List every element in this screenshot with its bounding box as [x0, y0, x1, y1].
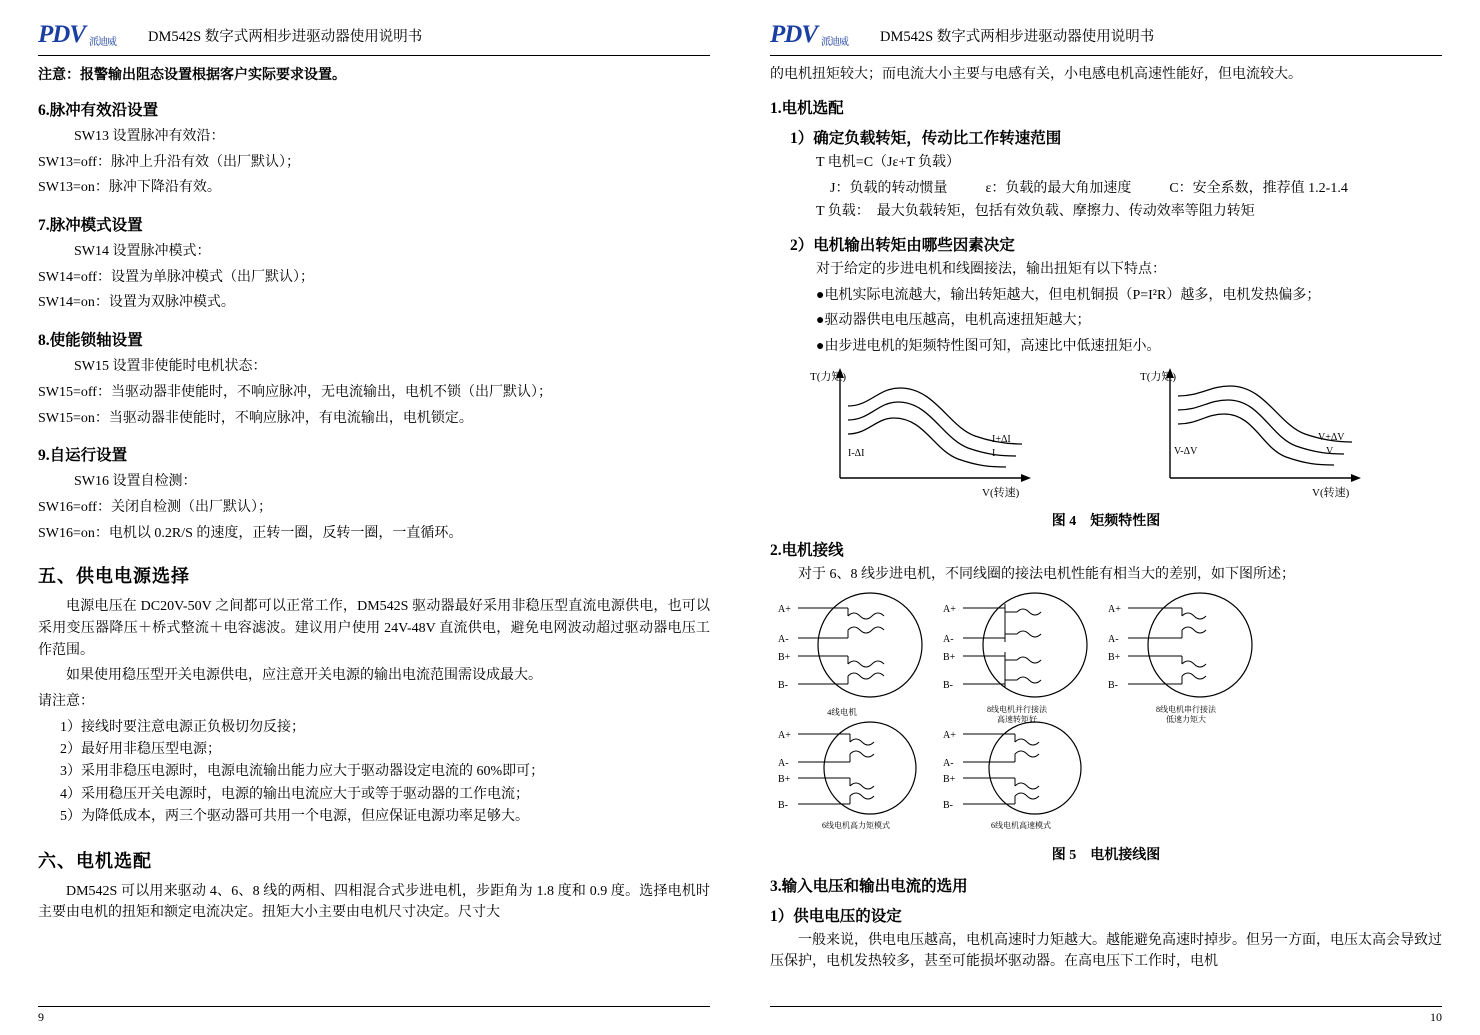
svg-text:V+ΔV: V+ΔV — [1318, 431, 1345, 443]
subsection-output-torque: 2）电机输出转矩由哪些因素决定 — [790, 237, 1015, 255]
formula-legend — [830, 177, 1442, 197]
svg-text:I+ΔI: I+ΔI — [992, 433, 1011, 445]
legend-c: C：安全系数，推荐值 1.2-1.4 — [1169, 181, 1348, 197]
svg-text:V-ΔV: V-ΔV — [1174, 445, 1198, 457]
legend-eps: ε：负载的最大角加速度 — [985, 181, 1132, 197]
header-rule — [38, 55, 710, 56]
svg-text:A-: A- — [1108, 633, 1119, 645]
alarm-note: 注意：报警输出阻态设置根据客户实际要求设置。 — [38, 68, 346, 83]
page-number-left: 9 — [38, 1010, 44, 1024]
svg-text:4线电机: 4线电机 — [827, 706, 857, 717]
legend-j: J：负载的转动惯量 — [830, 181, 948, 197]
figure-4 — [770, 366, 1442, 506]
power-notes-list — [38, 717, 710, 829]
section-heading-motor-selection: 1.电机选配 — [770, 99, 844, 117]
footer-rule-right — [770, 1006, 1442, 1007]
sw13-on: SW13=on：脉冲下降沿有效。 — [38, 180, 221, 196]
svg-text:A-: A- — [943, 757, 954, 769]
header-title: DM542S 数字式两相步进驱动器使用说明书 — [148, 28, 423, 45]
sw16-on: SW16=on：电机以 0.2R/S 的速度，正转一圈，反转一圈，一直循环。 — [38, 525, 463, 541]
svg-text:T(力矩): T(力矩) — [810, 370, 847, 383]
svg-text:A+: A+ — [778, 603, 791, 615]
list-item: 2）最好用非稳压型电源； — [60, 742, 221, 758]
supply-voltage-paragraph: 一般来说，供电电压越高，电机高速时力矩越大。越能避免高速时掉步。但另一方面，电压太高会导致过压保护，电机发热较多，甚至可能损坏驱动器。在高电压下工作时，电机 — [770, 932, 1442, 970]
svg-text:B+: B+ — [1108, 651, 1121, 663]
svg-text:I-ΔI: I-ΔI — [848, 447, 865, 459]
svg-text:6线电机高速模式: 6线电机高速模式 — [991, 820, 1051, 830]
svg-text:A+: A+ — [1108, 603, 1121, 615]
svg-text:V(转速): V(转速) — [982, 486, 1020, 499]
formula-legend-load: T 负载： 最大负载转矩，包括有效负载、摩擦力、传动效率等阻力转矩 — [816, 204, 1255, 220]
figure-4-caption: 图 4 矩频特性图 — [1051, 513, 1161, 529]
svg-text:B+: B+ — [943, 651, 956, 663]
svg-text:A-: A- — [943, 633, 954, 645]
page-header-left — [38, 18, 710, 52]
svg-text:B-: B- — [778, 799, 788, 811]
brand-logo: PDV 派迪威 — [38, 21, 116, 48]
svg-text:V(转速): V(转速) — [1312, 486, 1350, 499]
list-item: 4）采用稳压开关电源时，电源的输出电流应大于或等于驱动器的工作电流； — [60, 786, 529, 802]
footer-rule-left — [38, 1006, 710, 1007]
svg-text:T(力矩): T(力矩) — [1140, 370, 1177, 383]
sw14-on: SW14=on：设置为双脉冲模式。 — [38, 295, 235, 311]
svg-text:A+: A+ — [943, 603, 956, 615]
section-heading-9: 9.自运行设置 — [38, 447, 128, 465]
subsection-supply-voltage: 1）供电电压的设定 — [770, 907, 902, 925]
header-rule — [770, 55, 1442, 56]
output-torque-desc: 对于给定的步进电机和线圈接法，输出扭矩有以下特点： — [816, 262, 1166, 278]
section-heading-7: 7.脉冲模式设置 — [38, 217, 143, 235]
subsection-load-torque: 1）确定负载转矩，传动比工作转速范围 — [790, 129, 1062, 147]
svg-text:A+: A+ — [778, 729, 791, 741]
power-note-label: 请注意： — [38, 694, 94, 709]
section-heading-wiring: 2.电机接线 — [770, 541, 844, 559]
svg-text:V: V — [1326, 445, 1334, 457]
svg-text:B+: B+ — [943, 773, 956, 785]
svg-text:A-: A- — [778, 633, 789, 645]
sw14-off: SW14=off：设置为单脉冲模式（出厂默认）； — [38, 269, 314, 285]
section-heading-8: 8.使能锁轴设置 — [38, 332, 143, 350]
svg-text:8线电机并行接法: 8线电机并行接法 — [987, 704, 1047, 714]
right-page — [740, 0, 1480, 1035]
power-paragraph-1: 电源电压在 DC20V-50V 之间都可以正常工作，DM542S 驱动器最好采用非稳压型直流电源供电，也可以采用变压器降压＋桥式整流＋电容滤波。建议用户使用 24V-48V 直流供电，避免电网波动超过驱动器电压工作范围。 — [38, 599, 710, 658]
figure-5-caption: 图 5 电机接线图 — [1051, 847, 1161, 863]
section-heading-6: 6.脉冲有效沿设置 — [38, 102, 159, 119]
list-item: 1）接线时要注意电源正负极切勿反接； — [60, 719, 305, 735]
svg-text:B-: B- — [1108, 679, 1118, 691]
torque-frequency-charts — [770, 366, 1430, 501]
sw15-desc: SW15 设置非使能时电机状态： — [74, 359, 267, 375]
svg-text:低速力矩大: 低速力矩大 — [1166, 714, 1206, 724]
svg-text:B-: B- — [943, 799, 953, 811]
bullet-current: ●电机实际电流越大，输出转矩越大，但电机铜损（P=I²R）越多，电机发热偏多； — [816, 287, 1321, 303]
sw13-off: SW13=off：脉冲上升沿有效（出厂默认）； — [38, 154, 300, 170]
list-item: 3）采用非稳压电源时，电源电流输出能力应大于驱动器设定电流的 60%即可； — [60, 764, 545, 780]
sw15-off: SW15=off：当驱动器非使能时，不响应脉冲，无电流输出，电机不锁（出厂默认）； — [38, 384, 552, 400]
figure-5 — [770, 590, 1442, 840]
svg-text:8线电机串行接法: 8线电机串行接法 — [1156, 704, 1216, 714]
sw13-desc: SW13 设置脉冲有效沿： — [74, 129, 225, 144]
sw16-off: SW16=off：关闭自检测（出厂默认）； — [38, 499, 272, 515]
header-title: DM542S 数字式两相步进驱动器使用说明书 — [880, 28, 1155, 45]
svg-text:A-: A- — [778, 757, 789, 769]
svg-text:B-: B- — [943, 679, 953, 691]
sw15-on: SW15=on：当驱动器非使能时，不响应脉冲，有电流输出，电机锁定。 — [38, 410, 473, 426]
list-item: 5）为降低成本，两三个驱动器可共用一个电源，但应保证电源功率足够大。 — [60, 809, 529, 825]
brand-logo: PDV 派迪威 — [770, 21, 848, 48]
power-supply-heading: 五、供电电源选择 — [38, 566, 190, 587]
page-header-right — [770, 18, 1442, 52]
motor-selection-heading: 六、电机选配 — [38, 850, 152, 871]
motor-paragraph-1: DM542S 可以用来驱动 4、6、8 线的两相、四相混合式步进电机，步距角为 1.8 度和 0.9 度。选择电机时主要由电机的扭矩和额定电流决定。扭矩大小主要由电机尺寸决定。尺寸大 — [38, 883, 710, 921]
power-paragraph-2: 如果使用稳压型开关电源供电，应注意开关电源的输出电流范围需设成最大。 — [66, 668, 542, 684]
section-heading-voltage-current: 3.输入电压和输出电流的选用 — [770, 877, 968, 895]
sw14-desc: SW14 设置脉冲模式： — [74, 244, 211, 260]
svg-text:B+: B+ — [778, 773, 791, 785]
svg-text:B-: B- — [778, 679, 788, 691]
motor-wiring-diagrams — [770, 590, 1430, 840]
svg-text:A+: A+ — [943, 729, 956, 741]
svg-text:I: I — [992, 447, 996, 459]
page-number-right: 10 — [1430, 1010, 1442, 1024]
svg-text:B+: B+ — [778, 651, 791, 663]
formula-line: T 电机=C（Jε+T 负载） — [816, 154, 961, 170]
intro-paragraph: 的电机扭矩较大；而电流大小主要与电感有关，小电感电机高速性能好，但电流较大。 — [770, 67, 1302, 82]
wiring-desc: 对于 6、8 线步进电机，不同线圈的接法电机性能有相当大的差别，如下图所述； — [798, 566, 1295, 582]
svg-text:高速转矩好: 高速转矩好 — [997, 714, 1037, 724]
svg-text:6线电机高力矩模式: 6线电机高力矩模式 — [822, 820, 890, 830]
sw16-desc: SW16 设置自检测： — [74, 474, 197, 490]
bullet-voltage: ●驱动器供电电压越高，电机高速扭矩越大； — [816, 313, 1091, 329]
bullet-speed: ●由步进电机的矩频特性图可知，高速比中低速扭矩小。 — [816, 339, 1161, 355]
